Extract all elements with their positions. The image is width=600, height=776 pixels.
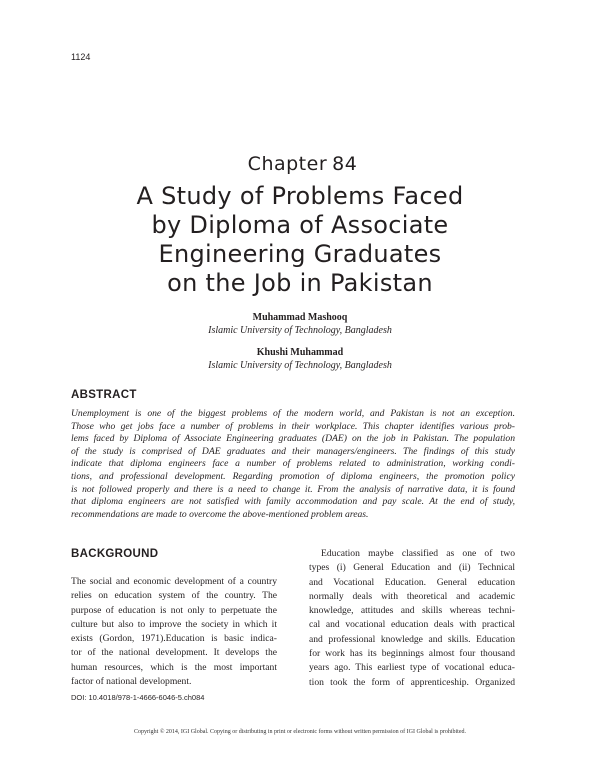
author-name: Khushi Muhammad: [256, 347, 344, 358]
chapter-label: [0, 153, 600, 175]
body-line: factor of national development.: [71, 676, 192, 688]
abstract-line: lems faced by Diploma of Associate Engineering graduates (DAE) on the job in Pakistan. The population: [71, 433, 515, 445]
body-line: purpose of education is not only to perpetuate the: [71, 604, 277, 616]
author-block: [0, 311, 600, 337]
abstract-line: that diploma engineers are not satisfied with family accommodation and pay scale. At the end of study,: [71, 496, 515, 508]
body-line: and professional knowledge and skills. Education: [309, 633, 515, 645]
page-number: 1124: [71, 52, 91, 62]
abstract-line: Unemployment is one of the biggest problems of the modern world, and Pakistan is not an exception.: [71, 408, 515, 419]
background-heading: BACKGROUND: [71, 548, 159, 560]
title-line: on the Job in Pakistan: [167, 269, 433, 297]
body-line: relies on education system of the country. The: [71, 590, 277, 602]
abstract-line: tions, and professional development. Regarding promotion of diploma engineers, the promotion policy: [71, 470, 515, 482]
body-line: normally deals with theoretical and academic: [309, 590, 515, 602]
body-line: tor of the national development. It develops the: [71, 647, 277, 659]
author-block: [0, 346, 600, 372]
title-line: Engineering Graduates: [158, 240, 442, 268]
author-affiliation: Islamic University of Technology, Bangladesh: [208, 360, 392, 371]
abstract-line: is not followed properly and there is a need to change it. From the analysis of narrative data, it is found: [71, 483, 515, 495]
chapter-title: [60, 182, 540, 298]
body-line: culture but also to improve the society in which it: [71, 618, 277, 630]
abstract-body: [71, 408, 515, 521]
body-line: cal and vocational education deals with practical: [309, 619, 515, 631]
abstract-line: recommendations are made to overcome the above-mentioned problem areas.: [71, 508, 369, 520]
body-line: human resources, which is the most important: [71, 661, 277, 673]
body-line: exists (Gordon, 1971).Education is basic indica-: [71, 633, 277, 645]
abstract-heading: ABSTRACT: [71, 389, 137, 401]
copyright-notice: Copyright © 2014, IGI Global. Copying or distributing in print or electronic forms without written permission of IGI Global is prohibited.: [133, 729, 466, 735]
abstract-line: Those who get jobs face a number of problems in their workplace. This chapter identifies various prob-: [71, 420, 515, 432]
body-line: tion took the form of apprenticeship. Organized: [309, 676, 515, 688]
body-line: and Vocational Education. General education: [309, 576, 515, 588]
chapter-number: 84: [332, 153, 358, 175]
author-affiliation: Islamic University of Technology, Bangladesh: [208, 325, 392, 336]
abstract-line: indicate that diploma engineers face a number of problems related to administration, working condi-: [71, 458, 515, 470]
chapter-word: Chapter: [247, 153, 328, 175]
body-line: knowledge, attitudes and skills whereas techni-: [309, 605, 515, 617]
title-line: by Diploma of Associate: [151, 211, 449, 239]
background-right-column: [309, 547, 515, 690]
title-line: A Study of Problems Faced: [136, 182, 464, 210]
author-name: Muhammad Mashooq: [252, 312, 348, 323]
body-line: The social and economic development of a country: [71, 576, 277, 587]
abstract-line: of the study is comprised of DAE graduates and their managers/engineers. The findings of this study: [71, 445, 515, 457]
background-left-column: [71, 575, 277, 689]
body-line: years ago. This earliest type of vocational educa-: [309, 662, 515, 674]
body-line: Education maybe classified as one of two: [321, 548, 515, 559]
doi: DOI: 10.4018/978-1-4666-6046-5.ch084: [71, 693, 205, 702]
body-line: for work has its beginnings almost four thousand: [309, 648, 515, 660]
body-line: types (i) General Education and (ii) Technical: [309, 562, 515, 574]
